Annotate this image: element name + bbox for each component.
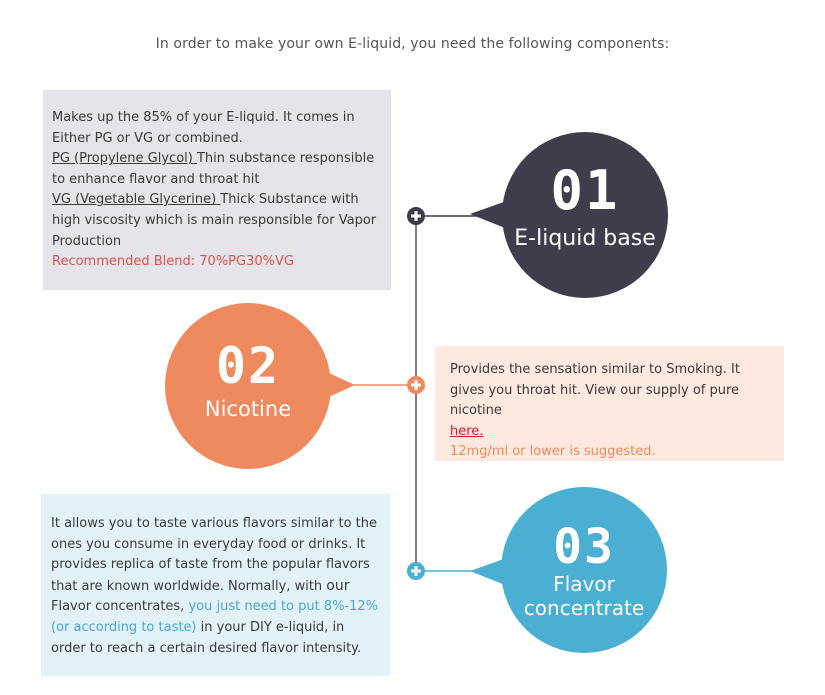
plus-icon — [407, 376, 425, 394]
section-title: E-liquid base — [514, 226, 656, 251]
nicotine-description: Provides the sensation similar to Smoking. It gives you throat hit. View our supply of pure nicotine — [450, 362, 740, 419]
plus-icon — [407, 562, 425, 580]
pg-description: Thin substance responsible to enhance flavor and throat hit — [52, 151, 375, 187]
flavor-info-box — [41, 494, 390, 676]
vg-description: Thick Substance with high viscosity which is main responsible for Vapor Production — [52, 192, 377, 249]
section-number: 03 — [553, 519, 615, 575]
section-title-line2: concentrate — [523, 596, 645, 620]
base-description: Makes up the 85% of your E-liquid. It comes in Either PG or VG or combined. — [52, 110, 355, 146]
section-number: 02 — [215, 337, 281, 395]
recommended-blend: Recommended Blend: 70%PG30%VG — [52, 254, 294, 270]
bubble-02-text — [168, 337, 328, 422]
bubble-03-text — [504, 519, 664, 620]
intro-heading: In order to make your own E-liquid, you need the following components: — [155, 36, 670, 52]
flavor-description-3: in your DIY e-liquid, in order to reach a certain desired flavor intensity. — [51, 619, 362, 656]
nicotine-supply-link[interactable]: here. — [450, 423, 484, 439]
section-title: Nicotine — [204, 397, 292, 421]
pg-term: PG (Propylene Glycol) — [52, 151, 197, 167]
flavor-description-2: Flavor concentrates, — [51, 599, 189, 615]
bubble-01-text — [505, 159, 665, 253]
nicotine-info-box — [435, 346, 784, 461]
section-title-line1: Flavor — [553, 572, 615, 596]
plus-icon — [407, 207, 425, 225]
flavor-highlight: you just need to put 8%-12% (or according to taste) — [51, 599, 379, 635]
eliquid-base-info-box — [43, 90, 391, 290]
section-number: 01 — [550, 159, 620, 222]
vg-term: VG (Vegetable Glycerine) — [52, 192, 221, 208]
nicotine-suggestion: 12mg/ml or lower is suggested. — [450, 444, 656, 460]
flavor-description: It allows you to taste various flavors similar to the ones you consume in everyday food or drinks. It provides replica of taste from the popular flavors that are known worldwide. Normally, with — [51, 516, 378, 594]
flavor-our: our — [326, 577, 350, 594]
